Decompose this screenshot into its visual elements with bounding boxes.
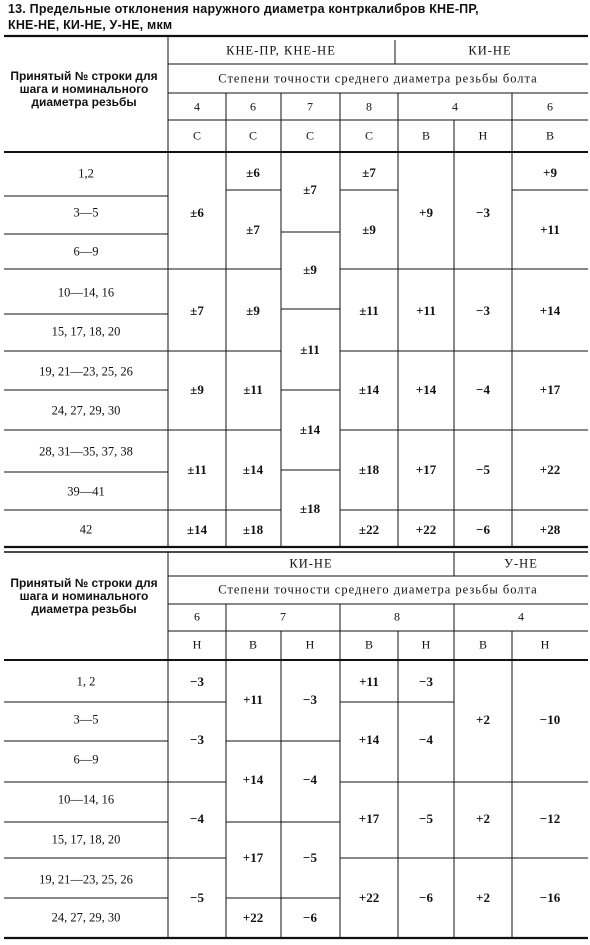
t2-letter: Н [421,637,431,652]
t1-value: −5 [476,462,490,477]
caption-line-1: 13. Предельные отклонения наружного диаметра контркалибров КНЕ-ПР, [8,2,479,16]
t1-value: ±18 [242,522,264,537]
t2-value: +22 [242,910,264,925]
t2-value: −4 [303,772,317,787]
t2-value: +17 [358,811,380,826]
t1-value: +22 [415,522,437,537]
caption-line-2: КНЕ-НЕ, КИ-НЕ, У-НЕ, мкм [8,18,173,32]
t1-value: ±7 [246,222,260,237]
t1-value: +11 [540,222,560,237]
t1-value: +14 [415,382,437,397]
t1-degree: 6 [250,99,256,114]
t1-row-label: 6—9 [73,244,99,259]
t2-value: −10 [539,712,561,727]
t2-value: +2 [476,712,490,727]
t2-letter: В [248,637,258,652]
t1-row-label: 15, 17, 18, 20 [51,324,121,339]
t2-degree: 8 [394,609,400,624]
t1-degree: 6 [547,99,553,114]
t1-letter: С [305,128,315,143]
t2-value: +14 [242,772,264,787]
t2-subheader: Степени точности среднего диаметра резьбы болта [218,582,538,597]
t2-row-label: 3—5 [73,712,99,727]
t1-letter: С [192,128,202,143]
t1-value: ±14 [358,382,380,397]
t1-letter: С [364,128,374,143]
t2-letter: В [364,637,374,652]
t1-row-label: 42 [79,522,93,537]
t2-letter: Н [192,637,202,652]
t1-value: −6 [476,522,490,537]
t1-value: ±11 [187,462,207,477]
t1-value: ±22 [358,522,380,537]
t1-value: ±6 [190,205,204,220]
t1-row-label: 24, 27, 29, 30 [51,403,121,418]
t1-value: +9 [419,205,433,220]
t1-row-label: 19, 21—23, 25, 26 [39,364,133,379]
t1-value: ±7 [190,303,204,318]
t1-value: ±6 [246,165,260,180]
t1-degree: 4 [452,99,458,114]
t2-row-label-header: Принятый № строки для шага и номинального диаметра резьбы [10,576,158,616]
t1-value: +17 [539,382,561,397]
t2-row-label: 19, 21—23, 25, 26 [39,872,133,887]
t1-value: −4 [476,382,490,397]
t2-value: −4 [190,811,204,826]
t2-value: −3 [190,674,204,689]
t1-value: ±18 [299,501,321,516]
t1-row-label-header: Принятый № строки для шага и номинального диаметра резьбы [10,69,158,109]
t1-degree: 8 [366,99,372,114]
t1-value: ±7 [303,182,317,197]
t1-row-label: 10—14, 16 [57,285,115,300]
t2-value: −3 [303,692,317,707]
t2-row-label: 15, 17, 18, 20 [51,832,121,847]
t1-value: ±9 [303,262,317,277]
t1-letter: В [545,128,555,143]
t1-value: ±9 [190,382,204,397]
t2-degree: 7 [280,609,286,624]
t2-value: +22 [358,890,380,905]
t1-value: ±11 [300,342,320,357]
t1-row-label: 1,2 [78,166,94,181]
t2-value: −4 [419,732,433,747]
t1-value: ±11 [359,303,379,318]
t2-value: −6 [419,890,433,905]
t2-letter: Н [540,637,550,652]
t1-degree: 4 [194,99,200,114]
t1-value: ±14 [299,422,321,437]
t2-value: −5 [190,890,204,905]
t2-group-b: У-НЕ [504,556,538,571]
t1-value: −3 [476,205,490,220]
t1-value: +11 [416,303,436,318]
t1-value: ±14 [186,522,208,537]
t1-value: ±9 [362,222,376,237]
t1-value: ±18 [358,462,380,477]
t1-group-a: КНЕ-ПР, КНЕ-НЕ [226,43,336,58]
t1-value: ±7 [362,165,376,180]
t2-value: −5 [303,850,317,865]
t2-row-label: 6—9 [73,752,99,767]
t1-value: −3 [476,303,490,318]
t1-degree: 7 [307,99,313,114]
t1-group-b: КИ-НЕ [468,43,512,58]
t2-row-label: 24, 27, 29, 30 [51,910,121,925]
t2-row-label: 1, 2 [76,674,96,689]
t2-degree: 6 [194,609,200,624]
t1-value: ±11 [243,382,263,397]
t1-row-label: 39—41 [67,484,105,499]
t2-value: −5 [419,811,433,826]
t1-value: +9 [543,165,557,180]
t2-letter: В [478,637,488,652]
t2-degree: 4 [518,609,524,624]
t1-value: +17 [415,462,437,477]
t1-subheader: Степени точности среднего диаметра резьбы болта [218,71,538,86]
t2-value: +17 [242,850,264,865]
t1-value: ±14 [242,462,264,477]
t2-value: −12 [539,811,561,826]
t2-row-label: 10—14, 16 [57,792,115,807]
t2-value: −3 [419,674,433,689]
t2-value: +2 [476,811,490,826]
t1-value: ±9 [246,303,260,318]
t1-letter: С [248,128,258,143]
t1-value: +14 [539,303,561,318]
t2-value: −6 [303,910,317,925]
t2-value: −16 [539,890,561,905]
t2-value: −3 [190,732,204,747]
t1-row-label: 28, 31—35, 37, 38 [39,444,133,459]
t1-letter: Н [478,128,488,143]
t2-value: +2 [476,890,490,905]
t2-group-a: КИ-НЕ [289,556,333,571]
t2-value: +14 [358,732,380,747]
t1-row-label: 3—5 [73,205,99,220]
t2-value: +11 [359,674,379,689]
t1-value: +28 [539,522,561,537]
t1-letter: В [421,128,431,143]
t2-letter: Н [305,637,315,652]
t1-value: +22 [539,462,561,477]
t2-value: +11 [243,692,263,707]
